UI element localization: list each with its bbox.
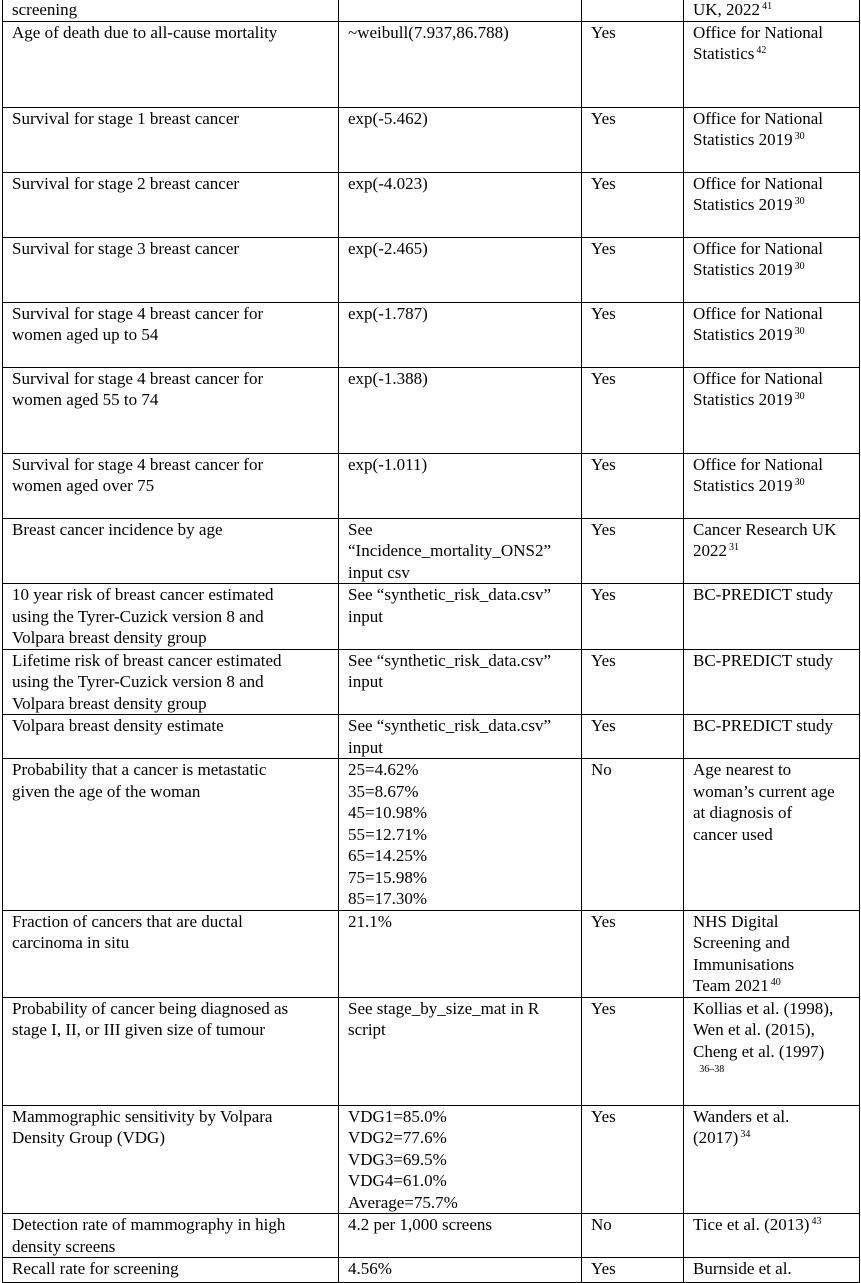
probabilistic-cell: [582, 1258, 684, 1283]
value-cell: [339, 910, 582, 997]
source-line: [693, 475, 851, 497]
value-line: VDG1=85.0%: [348, 1106, 447, 1126]
parameter-cell: [3, 759, 339, 911]
source-line: Team 2021: [693, 976, 769, 995]
value-line: exp(-2.465): [348, 238, 428, 258]
probabilistic-cell: [582, 997, 684, 1105]
reference-superscript: 30: [794, 261, 805, 272]
source-line: Office for National: [693, 303, 823, 323]
value-line: exp(-1.787): [348, 303, 428, 323]
source-cell: [684, 649, 860, 715]
value-line: VDG4=61.0%: [348, 1171, 447, 1190]
source-line: [693, 0, 851, 21]
parameter-cell: [3, 453, 339, 518]
parameter-line: using the Tyrer-Cuzick version 8 and: [12, 672, 264, 691]
parameter-cell: [3, 21, 339, 107]
source-cell: [684, 1258, 860, 1283]
source-line: Cheng et al. (1997): [693, 1041, 825, 1061]
probabilistic-cell: [582, 0, 684, 21]
source-line: [693, 1127, 851, 1149]
source-line: [693, 975, 851, 997]
parameter-line: Survival for stage 3 breast cancer: [12, 238, 240, 258]
parameter-line: women aged over 75: [12, 476, 155, 495]
parameter-cell: [3, 107, 339, 172]
probabilistic-value: Yes: [591, 454, 616, 474]
probabilistic-cell: [582, 107, 684, 172]
probabilistic-value: Yes: [591, 519, 616, 539]
reference-superscript: 42: [756, 45, 767, 56]
value-cell: [339, 107, 582, 172]
source-cell: [684, 453, 860, 518]
probabilistic-value: Yes: [591, 303, 616, 323]
value-cell: [339, 21, 582, 107]
probabilistic-value: No: [591, 1215, 612, 1234]
parameter-line: using the Tyrer-Cuzick version 8 and: [12, 606, 264, 626]
parameter-line: Volpara breast density group: [12, 628, 207, 647]
parameter-line: Detection rate of mammography in high: [12, 1215, 286, 1234]
probabilistic-cell: [582, 910, 684, 997]
source-cell: [684, 715, 860, 759]
source-cell: [684, 759, 860, 911]
source-line: [693, 1214, 851, 1236]
parameter-line: Density Group (VDG): [12, 1128, 165, 1147]
parameter-line: Survival for stage 1 breast cancer: [12, 108, 240, 128]
value-line: 85=17.30%: [348, 889, 427, 908]
source-line: [693, 540, 851, 562]
source-line: Office for National: [693, 454, 823, 474]
parameter-line: Probability of cancer being diagnosed as: [12, 998, 289, 1018]
value-line: VDG2=77.6%: [348, 1128, 447, 1147]
table-row: [3, 172, 860, 237]
table-row: [3, 759, 860, 911]
reference-superscript: 30: [794, 196, 805, 207]
probabilistic-cell: [582, 759, 684, 911]
probabilistic-cell: [582, 172, 684, 237]
parameter-cell: [3, 910, 339, 997]
source-line: Statistics 2019: [693, 195, 793, 214]
source-line: BC-PREDICT study: [693, 585, 833, 604]
value-line: 4.2 per 1,000 screens: [348, 1215, 492, 1234]
table-row: [3, 1258, 860, 1283]
table-row: [3, 453, 860, 518]
probabilistic-value: Yes: [591, 22, 616, 42]
reference-superscript: 30: [794, 326, 805, 337]
parameter-line: Survival for stage 4 breast cancer for: [12, 303, 264, 323]
reference-superscript: 30: [794, 391, 805, 402]
parameter-table: [2, 0, 860, 1283]
reference-superscript: 40: [770, 977, 781, 988]
table-row: [3, 715, 860, 759]
value-line: See “synthetic_risk_data.csv”: [348, 716, 551, 735]
probabilistic-cell: [582, 237, 684, 302]
value-cell: [339, 759, 582, 911]
source-cell: [684, 518, 860, 584]
probabilistic-cell: [582, 367, 684, 453]
parameter-line: Lifetime risk of breast cancer estimated: [12, 650, 282, 670]
parameter-line: Age of death due to all-cause mortality: [12, 22, 278, 42]
value-line: 25=4.62%: [348, 760, 419, 779]
value-line: See “synthetic_risk_data.csv”: [348, 650, 551, 670]
value-line: input: [348, 672, 383, 691]
parameter-cell: [3, 997, 339, 1105]
value-line: 21.1%: [348, 911, 392, 931]
source-cell: [684, 1105, 860, 1214]
source-cell: [684, 21, 860, 107]
source-line: Statistics 2019: [693, 476, 793, 495]
source-line: cancer used: [693, 824, 773, 844]
table-body: [3, 0, 860, 1283]
probabilistic-value: Yes: [591, 368, 616, 388]
probabilistic-cell: [582, 715, 684, 759]
source-cell: [684, 910, 860, 997]
reference-superscript: 36–38: [699, 1064, 725, 1075]
parameter-cell: [3, 518, 339, 584]
source-line: [693, 1062, 851, 1084]
probabilistic-value: Yes: [591, 650, 616, 670]
value-line: exp(-1.011): [348, 454, 428, 474]
source-line: [693, 324, 851, 346]
source-line: Office for National: [693, 173, 823, 193]
parameter-line: Recall rate for screening: [12, 1259, 179, 1278]
source-line: UK, 2022: [693, 0, 761, 19]
source-line: (2017): [693, 1128, 739, 1147]
source-line: Statistics 2019: [693, 260, 793, 279]
source-line: NHS Digital: [693, 911, 779, 931]
source-line: Office for National: [693, 108, 823, 128]
source-line: [693, 194, 851, 216]
source-line: Wanders et al.: [693, 1106, 790, 1126]
source-cell: [684, 1214, 860, 1258]
source-line: BC-PREDICT study: [693, 716, 833, 735]
probabilistic-cell: [582, 1214, 684, 1258]
parameter-line: women aged 55 to 74: [12, 390, 159, 409]
table-row: [3, 107, 860, 172]
probabilistic-value: Yes: [591, 173, 616, 193]
value-cell: [339, 1214, 582, 1258]
probabilistic-cell: [582, 1105, 684, 1214]
probabilistic-value: Yes: [591, 911, 616, 931]
parameter-cell: [3, 1105, 339, 1214]
reference-superscript: 41: [762, 1, 773, 12]
value-line: 55=12.71%: [348, 824, 427, 844]
parameter-line: stage I, II, or III given size of tumour: [12, 1020, 266, 1039]
source-line: Statistics 2019: [693, 325, 793, 344]
parameter-cell: [3, 649, 339, 715]
parameter-line: density screens: [12, 1236, 116, 1256]
parameter-line: Volpara breast density estimate: [12, 716, 224, 735]
parameter-line: given the age of the woman: [12, 781, 201, 801]
source-cell: [684, 0, 860, 21]
parameter-line: Probability that a cancer is metastatic: [12, 760, 267, 779]
value-cell: [339, 367, 582, 453]
value-line: ~weibull(7.937,86.788): [348, 22, 509, 42]
source-line: 2022: [693, 541, 727, 560]
reference-superscript: 30: [794, 131, 805, 142]
value-line: “Incidence_mortality_ONS2”: [348, 541, 551, 560]
reference-superscript: 34: [740, 1129, 751, 1140]
parameter-cell: [3, 302, 339, 367]
probabilistic-cell: [582, 518, 684, 584]
probabilistic-cell: [582, 584, 684, 650]
value-line: See “synthetic_risk_data.csv”: [348, 585, 551, 604]
probabilistic-value: Yes: [591, 998, 616, 1018]
probabilistic-value: Yes: [591, 238, 616, 258]
value-line: 4.56%: [348, 1259, 392, 1278]
source-line: Screening and: [693, 933, 790, 952]
source-line: Wen et al. (2015),: [693, 1020, 815, 1039]
parameter-line: carcinoma in situ: [12, 933, 130, 952]
value-line: 75=15.98%: [348, 867, 427, 887]
table-row: [3, 367, 860, 453]
source-line: Statistics 2019: [693, 390, 793, 409]
source-cell: [684, 107, 860, 172]
parameter-cell: [3, 1258, 339, 1283]
source-line: [693, 259, 851, 281]
value-cell: [339, 649, 582, 715]
probabilistic-value: No: [591, 760, 612, 779]
probabilistic-value: Yes: [591, 1259, 616, 1278]
value-line: exp(-5.462): [348, 108, 428, 128]
source-line: woman’s current age: [693, 781, 835, 801]
source-cell: [684, 997, 860, 1105]
value-cell: [339, 0, 582, 21]
value-cell: [339, 302, 582, 367]
value-cell: [339, 1258, 582, 1283]
value-line: input: [348, 737, 383, 757]
table-row: [3, 1105, 860, 1214]
parameter-cell: [3, 0, 339, 21]
value-cell: [339, 1105, 582, 1214]
source-cell: [684, 302, 860, 367]
parameter-cell: [3, 172, 339, 237]
source-line: Immunisations: [693, 954, 795, 974]
source-line: [693, 1063, 697, 1082]
parameter-line: Survival for stage 4 breast cancer for: [12, 368, 264, 388]
parameter-line: women aged up to 54: [12, 325, 159, 344]
source-line: Office for National: [693, 238, 823, 258]
probabilistic-value: Yes: [591, 108, 616, 128]
value-line: 45=10.98%: [348, 803, 427, 822]
value-line: script: [348, 1020, 386, 1039]
value-line: exp(-1.388): [348, 368, 428, 388]
value-line: input: [348, 606, 383, 626]
table-row: [3, 0, 860, 21]
parameter-line: Breast cancer incidence by age: [12, 519, 223, 539]
value-cell: [339, 518, 582, 584]
table-row: [3, 21, 860, 107]
source-cell: [684, 237, 860, 302]
table-row: [3, 237, 860, 302]
table-row: [3, 518, 860, 584]
value-line: See: [348, 519, 373, 539]
source-line: Statistics 2019: [693, 130, 793, 149]
table-row: [3, 302, 860, 367]
reference-superscript: 30: [794, 477, 805, 488]
table-row: [3, 910, 860, 997]
table-row: [3, 584, 860, 650]
value-cell: [339, 453, 582, 518]
parameter-line: Fraction of cancers that are ductal: [12, 911, 243, 931]
value-line: input csv: [348, 562, 410, 582]
value-line: Average=75.7%: [348, 1192, 458, 1212]
probabilistic-cell: [582, 21, 684, 107]
table-row: [3, 649, 860, 715]
probabilistic-value: Yes: [591, 1106, 616, 1126]
value-line: VDG3=69.5%: [348, 1149, 447, 1169]
reference-superscript: 31: [729, 542, 739, 553]
parameter-line: 10 year risk of breast cancer estimated: [12, 585, 274, 604]
value-line: exp(-4.023): [348, 173, 428, 193]
value-line: 35=8.67%: [348, 781, 419, 801]
source-line: [693, 43, 851, 65]
parameter-line: Volpara breast density group: [12, 693, 207, 713]
probabilistic-cell: [582, 649, 684, 715]
value-cell: [339, 237, 582, 302]
source-line: Office for National: [693, 368, 823, 388]
source-line: Office for National: [693, 22, 823, 42]
source-cell: [684, 584, 860, 650]
probabilistic-value: Yes: [591, 716, 616, 735]
reference-superscript: 43: [811, 1216, 822, 1227]
parameter-cell: [3, 1214, 339, 1258]
value-cell: [339, 172, 582, 237]
table-row: [3, 997, 860, 1105]
value-line: [348, 0, 573, 21]
source-line: [693, 389, 851, 411]
source-line: at diagnosis of: [693, 803, 793, 822]
parameter-cell: [3, 584, 339, 650]
source-line: Statistics: [693, 44, 755, 63]
parameter-cell: [3, 715, 339, 759]
source-line: [693, 129, 851, 151]
parameter-line: Survival for stage 2 breast cancer: [12, 173, 240, 193]
parameter-cell: [3, 367, 339, 453]
source-line: Cancer Research UK: [693, 519, 837, 539]
source-line: Age nearest to: [693, 760, 792, 779]
value-line: See stage_by_size_mat in R: [348, 998, 540, 1018]
source-line: Kollias et al. (1998),: [693, 998, 834, 1018]
parameter-line: Survival for stage 4 breast cancer for: [12, 454, 264, 474]
probabilistic-value: Yes: [591, 585, 616, 604]
value-line: 65=14.25%: [348, 846, 427, 865]
source-line: Tice et al. (2013): [693, 1215, 810, 1234]
source-line: Burnside et al.: [693, 1259, 792, 1278]
value-cell: [339, 997, 582, 1105]
probabilistic-cell: [582, 453, 684, 518]
source-cell: [684, 172, 860, 237]
value-cell: [339, 584, 582, 650]
table-row: [3, 1214, 860, 1258]
value-cell: [339, 715, 582, 759]
parameter-line: screening: [12, 0, 78, 19]
source-line: BC-PREDICT study: [693, 650, 833, 670]
source-cell: [684, 367, 860, 453]
parameter-line: Mammographic sensitivity by Volpara: [12, 1106, 273, 1126]
probabilistic-cell: [582, 302, 684, 367]
parameter-cell: [3, 237, 339, 302]
